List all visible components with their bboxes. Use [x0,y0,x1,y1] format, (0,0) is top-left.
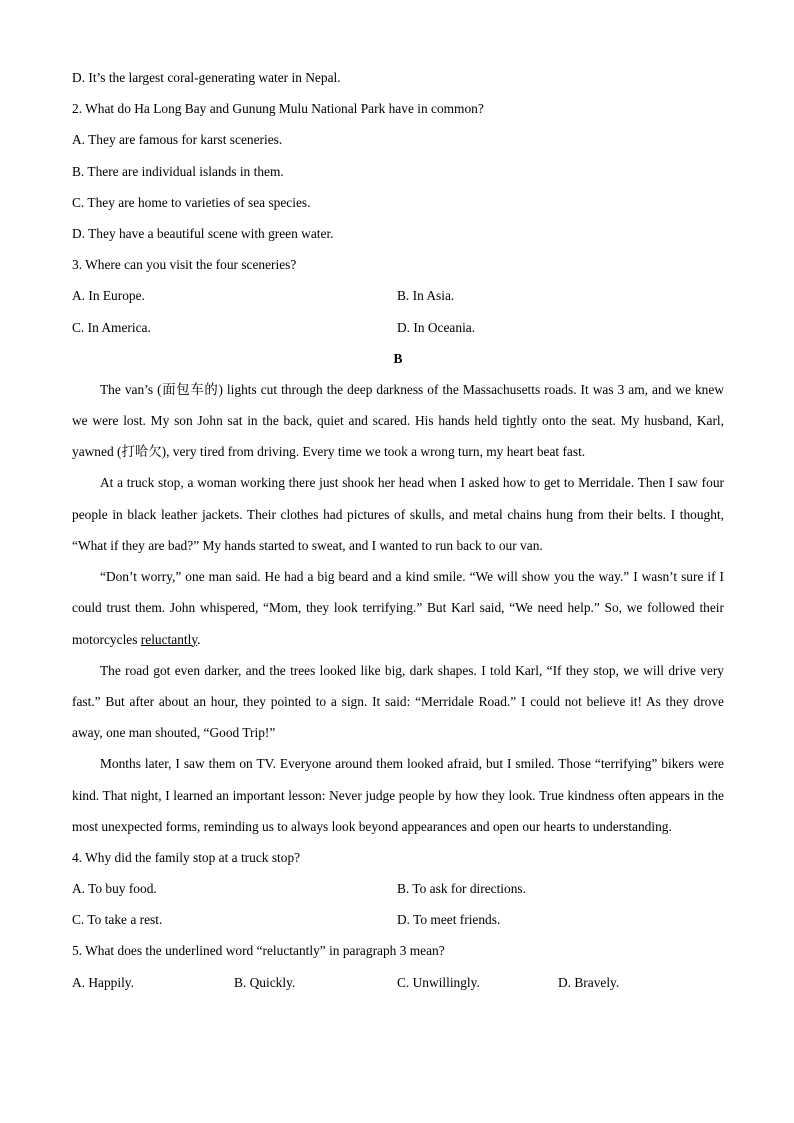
q4-option-a: A. To buy food. [72,881,157,897]
passage-paragraph-1: The van’s (面包车的) lights cut through the deep darkness of the Massachusetts roads. It was 3 am, and we knew we were lost. My son John sat in the back, quiet and scared. His hands held tightly onto the seat. My husband, Karl, yawned (打哈欠), very tired from driving. Every time we took a wrong turn, my heart beat fast. [72,381,724,460]
q3-option-d: D. In Oceania. [397,319,476,335]
section-title: B [393,350,403,366]
q3-option-b: B. In Asia. [397,288,455,304]
q3-option-c: C. In America. [72,319,151,335]
q5-option-a: A. Happily. [72,974,134,990]
q2-option-a: A. They are famous for karst sceneries. [72,132,283,148]
q2-option-d: D. They have a beautiful scene with green water. [72,225,334,241]
q5-option-b: B. Quickly. [234,974,296,990]
q4-option-d: D. To meet friends. [397,912,501,928]
q3-options-row-2 [72,312,724,343]
q5-question: 5. What does the underlined word “reluctantly” in paragraph 3 mean? [72,943,445,959]
passage-paragraph-5: Months later, I saw them on TV. Everyone around them looked afraid, but I smiled. Those “terrifying” bikers were kind. That night, I learned an important lesson: Never judge people by how they look. True kindness often appears in the most unexpected forms, reminding us to always look beyond appearances and open our hearts to understanding. [72,756,724,834]
document-page [72,62,724,998]
q4-option-c: C. To take a rest. [72,912,163,928]
q4-question: 4. Why did the family stop at a truck stop? [72,849,301,865]
passage-paragraph-2: At a truck stop, a woman working there just shook her head when I asked how to get to Merridale. Then I saw four people in black leather jackets. Their clothes had pictures of skulls, and metal chains hung from their belts. I thought, “What if they are bad?” My hands started to sweat, and I wanted to run back to our van. [72,475,724,553]
q5-options-row [72,967,724,998]
q4-options-row-2 [72,904,724,935]
q1-option-d: D. It’s the largest coral-generating water in Nepal. [72,70,341,85]
paragraph-3-text-after: . [197,631,201,647]
paragraph-3-text-before: “Don’t worry,” one man said. He had a big beard and a kind smile. “We will show you the way.” I wasn’t sure if I could trust them. John whispered, “Mom, they look terrifying.” But Karl said, “We need help.” So, we followed their motorcycles [72,569,724,647]
q5-option-d: D. Bravely. [558,974,620,990]
q5-option-c: C. Unwillingly. [397,974,480,990]
underlined-word: reluctantly [140,631,198,647]
passage-paragraph-3 [72,561,724,655]
q3-option-a: A. In Europe. [72,288,145,304]
q3-question: 3. Where can you visit the four sceneries? [72,257,297,273]
q2-question: 2. What do Ha Long Bay and Gunung Mulu National Park have in common? [72,101,484,117]
q3-options-row-1 [72,280,724,311]
q4-option-b: B. To ask for directions. [397,881,526,897]
q4-options-row-1 [72,873,724,904]
passage-paragraph-4: The road got even darker, and the trees looked like big, dark shapes. I told Karl, “If they stop, we will drive very fast.” But after about an hour, they pointed to a sign. It said: “Merridale Road.” I could not believe it! As they drove away, one man shouted, “Good Trip!” [72,662,724,741]
q2-option-b: B. There are individual islands in them. [72,163,284,179]
q2-option-c: C. They are home to varieties of sea species. [72,194,311,210]
